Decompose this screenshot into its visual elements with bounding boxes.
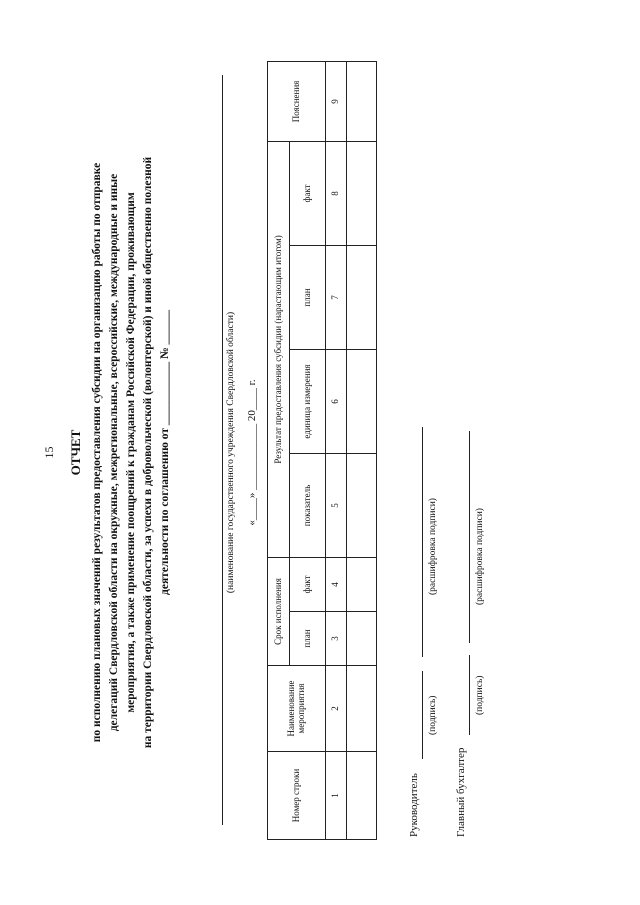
- accountant-decoding-caption: (расшифровка подписи): [475, 508, 485, 605]
- header-notes: Пояснения: [268, 61, 326, 141]
- column-number: 3: [326, 612, 347, 666]
- column-number: 1: [326, 752, 347, 840]
- column-number: 5: [326, 454, 347, 558]
- accountant-label: Главный бухгалтер: [455, 747, 467, 837]
- report-heading: ОТЧЕТ: [68, 429, 83, 476]
- header-term-fact: факт: [290, 558, 326, 612]
- report-subtitle-line-2: делегаций Свердловской области на окружные, межрегиональные, всероссийские, международные и иные: [108, 173, 120, 732]
- accountant-decoding-line: [469, 431, 470, 643]
- header-row-number: Номер строки: [268, 752, 326, 840]
- table-cell: [347, 350, 377, 454]
- header-result-plan: план: [290, 246, 326, 350]
- table-cell: [347, 558, 377, 612]
- header-unit: единица измерения: [290, 350, 326, 454]
- column-number: 4: [326, 558, 347, 612]
- table-row: [347, 61, 377, 839]
- accountant-signature-caption: (подпись): [475, 675, 485, 715]
- header-term-group: Срок исполнения: [268, 558, 290, 666]
- column-number: 8: [326, 141, 347, 245]
- header-result-fact: факт: [290, 141, 326, 245]
- header-indicator: показатель: [290, 454, 326, 558]
- header-result-group: Результат предоставления субсидии (нарастающим итогом): [268, 141, 290, 557]
- column-number: 2: [326, 666, 347, 752]
- column-number-row: [326, 61, 347, 839]
- head-signature-line: [422, 671, 423, 759]
- column-number: 7: [326, 246, 347, 350]
- report-subtitle-line-3: мероприятия, а также применение поощрений к гражданам Российской Федерации, проживающим: [125, 192, 137, 713]
- column-number: 9: [326, 61, 347, 141]
- table-cell: [347, 752, 377, 840]
- head-decoding-caption: (расшифровка подписи): [428, 498, 438, 595]
- report-table: [267, 61, 377, 840]
- header-event-name: Наименование мероприятия: [268, 666, 326, 752]
- institution-line: [222, 75, 223, 825]
- table-cell: [347, 612, 377, 666]
- head-signature-caption: (подпись): [428, 695, 438, 735]
- column-number: 6: [326, 350, 347, 454]
- table-cell: [347, 666, 377, 752]
- head-label: Руководитель: [408, 773, 420, 837]
- page-number: 15: [42, 446, 56, 459]
- header-term-plan: план: [290, 612, 326, 666]
- report-subtitle-line-5: деятельности по соглашению от ___________ № ______: [159, 310, 171, 595]
- table-cell: [347, 61, 377, 141]
- report-subtitle-line-4: на территории Свердловской области, за успехи в добровольческой (волонтерской) и иной общественно полезной: [142, 156, 154, 749]
- table-cell: [347, 246, 377, 350]
- head-decoding-line: [422, 427, 423, 657]
- accountant-signature-line: [469, 655, 470, 735]
- institution-caption: (наименование государственного учреждения Свердловской области): [226, 311, 236, 594]
- report-date: «____» ____________ 20____ г.: [246, 379, 258, 526]
- table-cell: [347, 141, 377, 245]
- report-subtitle-line-1: по исполнению плановых значений результатов предоставления субсидии на организацию работы по отправке: [91, 162, 103, 743]
- table-cell: [347, 454, 377, 558]
